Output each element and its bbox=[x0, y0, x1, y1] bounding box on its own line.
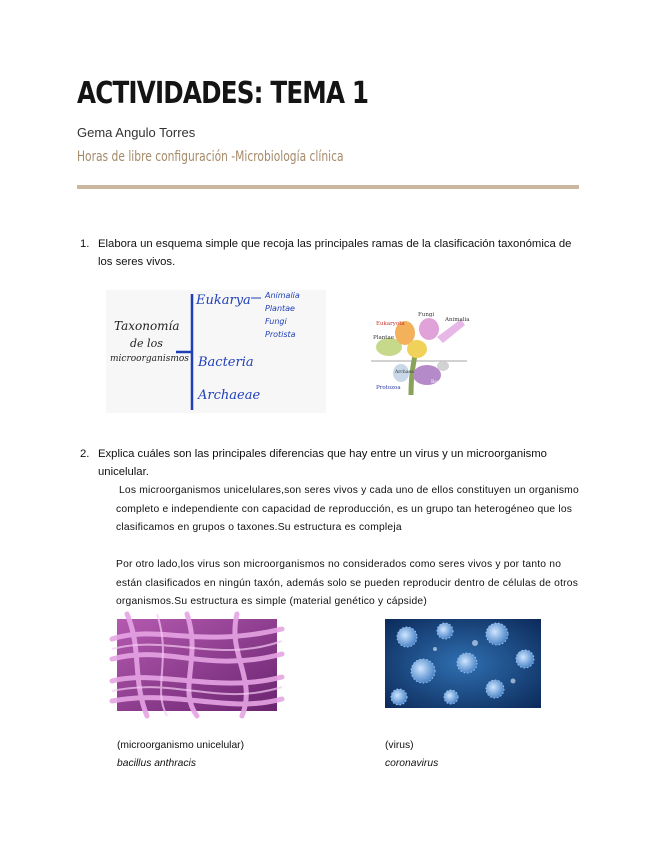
scheme-kingdom-animalia: Animalia bbox=[265, 291, 300, 300]
bacillus-micrograph-image bbox=[117, 619, 277, 711]
coronavirus-image bbox=[385, 619, 541, 708]
tree-label-bacteria: Bacteria bbox=[431, 380, 451, 385]
scheme-domain-archaeae: Archaeae bbox=[198, 388, 261, 403]
tree-label-fungi: Fungi bbox=[418, 312, 435, 318]
question-1 bbox=[80, 235, 580, 271]
scheme-root-line-3: microorganismos bbox=[110, 354, 189, 364]
question-text: Elabora un esquema simple que recoja las principales ramas de la clasificación taxonómica de los seres vivos. bbox=[98, 238, 572, 268]
answer-paragraph-unicellular: Los microorganismos unicelulares,son seres vivos y cada uno de ellos constituyen un organismo completo e independiente con capacidad de reproducción, es un grupo tan heterogéneo que los clasificamos en grupos o taxones.Su estructura es compleja bbox=[116, 485, 579, 533]
course-subtitle: Horas de libre configuración -Microbiología clínica bbox=[77, 149, 344, 165]
caption-virus-name: coronavirus bbox=[385, 758, 439, 769]
caption-unicellular-type: (microorganismo unicelular) bbox=[117, 740, 245, 751]
tree-label-protozoa: Protozoa bbox=[376, 385, 401, 391]
tree-label-archaea: Archaea bbox=[395, 370, 414, 375]
question-number: 1. bbox=[80, 238, 90, 250]
scheme-domain-eukarya: Eukarya bbox=[196, 293, 251, 308]
scheme-domain-bacteria: Bacteria bbox=[198, 355, 254, 370]
answer-paragraph-virus: Por otro lado,los virus son microorganismos no considerados como seres vivos y por tanto no están clasificados en ningún taxón, además solo se pueden reproducir dentro de células de otros organismos.Su estructura es simple (material genético y cápside) bbox=[116, 559, 579, 607]
tree-label-plantae: Plantae bbox=[373, 335, 395, 341]
author-name: Gema Angulo Torres bbox=[77, 125, 196, 140]
scheme-kingdom-fungi: Fungi bbox=[265, 317, 287, 326]
question-2 bbox=[80, 445, 580, 481]
scheme-root-line-1: Taxonomía bbox=[114, 319, 180, 333]
question-number: 2. bbox=[80, 448, 90, 460]
tree-label-eukaryota: Eukaryota bbox=[376, 321, 405, 327]
caption-virus-type: (virus) bbox=[385, 740, 414, 751]
header-divider bbox=[77, 185, 579, 189]
scheme-kingdom-protista: Protista bbox=[265, 330, 296, 339]
document-title: ACTIVIDADES: TEMA 1 bbox=[77, 76, 369, 111]
question-text: Explica cuáles son las principales diferencias que hay entre un virus y un microorganismo unicelular. bbox=[98, 448, 547, 478]
scheme-root-line-2: de los bbox=[130, 337, 163, 350]
caption-unicellular-name: bacillus anthracis bbox=[117, 758, 196, 769]
scheme-kingdom-plantae: Plantae bbox=[265, 304, 295, 313]
tree-label-animalia: Animalia bbox=[445, 317, 470, 323]
tree-of-life-image bbox=[371, 311, 470, 395]
taxonomy-scheme-image bbox=[106, 290, 326, 413]
